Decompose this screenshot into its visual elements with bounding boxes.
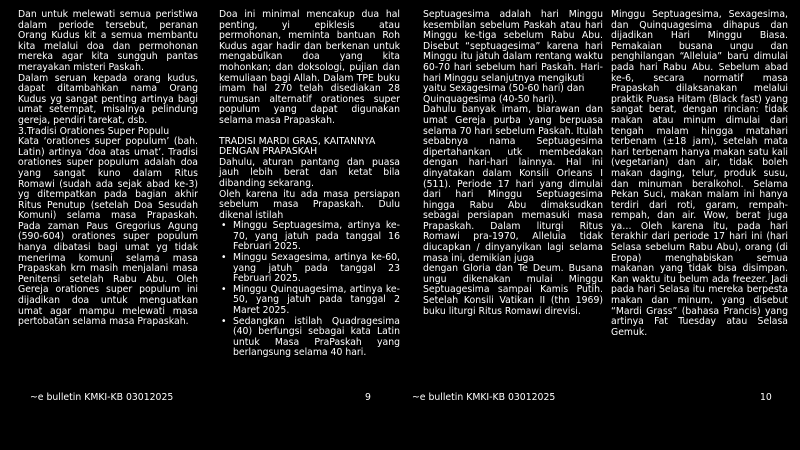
section-heading: TRADISI MARDI GRAS, KAITANNYA DENGAN PRAPASKAH — [219, 135, 376, 158]
paragraph: Doa ini minimal mencakup dua hal penting, yi epiklesis atau permohonan, meminta bantuan Roh Kudus agar hadir dan berkenan untuk mengabulkan doa yang kita mohonkan; dan doksologi, pujian dan kemuliaan bagi Allah. Dalam TPE buku imam hal 270 telah disediakan 28 rumusan alternatif orationes super populum yang dapat digunakan selama masa Prapaskah. — [219, 9, 400, 126]
paragraph: Dahulu banyak imam, biarawan dan umat Gereja purba yang berpuasa selama 70 hari sebelum Paskah. Itulah sebabnya nama Septuagesima dipertahankan utk membedakan dengan hari-hari lainnya. Hal ini dinyatakan dalam Konsili Orleans I (511). Periode 17 hari yang dimulai dari hari Minggu Septuagesima hingga Rabu Abu dimaksudkan sebagai persiapan memasuki masa Prapaskah. Dalam liturgi Ritus Romawi pra-1970, Alleluia tidak diucapkan / dinyanyikan lagi selama masa ini, demikian juga — [423, 104, 603, 264]
paragraph: Dahulu, aturan pantang dan puasa jauh lebih berat dan ketat bila dibanding sekarang. — [219, 156, 400, 189]
page-number-left: 9 — [365, 392, 371, 403]
paragraph: Septuagesima adalah hari Minggu kesembilan sebelum Paskah atau hari Minggu ke-tiga sebelum Rabu Abu. Disebut “septuagesima” karena hari Minggu itu jatuh dalam rentang waktu 60-70 hari sebelum hari Paskah. Hari-hari Minggu selanjutnya mengikuti — [423, 9, 603, 84]
paragraph: Dalam seruan kepada orang kudus, dapat ditambahkan nama Orang Kudus yg sangat penting artinya bagi umat setempat, misalnya pelindung gereja, pendiri tarekat, dsb. — [18, 72, 198, 126]
column-1 — [18, 10, 198, 328]
paragraph: Minggu Septuagesima, Sexagesima, dan Quinquagesima dihapus dan dijadikan Hari Minggu Biasa. Pemakaian busana ungu dan penghilangan “Alleluia” baru dimulai pada hari Rabu Abu. Sebelum abad ke-6, secara normatif masa Prapaskah dilaksanakan melalui praktik Puasa Hitam (Black fast) yang sangat berat, dengan rincian: tidak makan atau minum dimulai dari tengah malam hingga matahari terbenam (±18 jam), setelah mata hari terbenam hanya makan satu kali (vegetarian) dan air, tidak boleh makan daging, telur, produk susu, dan minuman beralkohol. Selama Pekan Suci, makan malam ini hanya terdiri dari roti, garam, rempah-rempah, dan air. Wow, berat juga ya… Oleh karena itu, pada hari terakhir dari periode 17 hari ini (hari Selasa sebelum Rabu Abu), orang (di Eropa) menghabiskan semua makanan yang tidak bisa disimpan. Kan waktu itu belum ada freezer. Jadi pada hari Selasa itu mereka berpesta makan dan minum, yang disebut “Mardi Grass” (bahasa Prancis) yang artinya Fat Tuesday atau Selasa Gemuk. — [611, 9, 788, 338]
paragraph: Kata ‘orationes super populum’ (bah. Latin) artinya ‘doa atas umat’. Tradisi orationes super populum adalah doa yang sangat kuno dalam Ritus Romawi (sudah ada sejak abad ke-3) yg ditempatkan pada bagian akhir Ritus Penutup (setelah Doa Sesudah Komuni) selama masa Prapaskah. Pada zaman Paus Gregorius Agung (590-604) orationes super populum hanya dibatasi bagi umat yg tidak menerima komuni selama masa Prapaskah krn masih menjalani masa Penitensi setelah Rabu Abu. Oleh Gereja orationes super populum ini dijadikan doa untuk menguatkan umat agar mampu melewati masa pertobatan selama masa Prapaskah. — [18, 136, 198, 328]
paragraph: Dan untuk melewati semua peristiwa dalam periode tersebut, peranan Orang Kudus kit a semua membantu kita melalui doa dan permohonan mereka agar kita sungguh pantas merayakan misteri Paskah. — [18, 9, 198, 73]
column-4 — [611, 10, 788, 338]
column-2 — [219, 10, 400, 359]
page-number-right: 10 — [760, 392, 772, 403]
paragraph: Oleh karena itu ada masa persiapan sebelum masa Prapaskah. Dulu dikenal istilah — [219, 188, 400, 221]
footer-left-label: ~e bulletin KMKI-KB 03012025 — [30, 392, 174, 403]
paragraph: dengan Gloria dan Te Deum. Busana ungu dikenakan mulai Minggu Septuagesima sampai Kamis Putih. Setelah Konsili Vatikan II (thn 1969) buku liturgi Ritus Romawi direvisi. — [423, 263, 603, 317]
paragraph: yaitu Sexagesima (50-60 hari) dan Quinquagesima (40-50 hari). — [423, 83, 585, 105]
list-item: • Minggu Septuagesima, artinya ke-70, yang jatuh pada tanggal 16 Februari 2025. — [233, 221, 400, 253]
bullet-list — [219, 221, 400, 359]
column-3 — [423, 10, 603, 317]
list-item: • Minggu Quinquagesima, artinya ke-50, yang jatuh pada tanggal 2 Maret 2025. — [233, 285, 400, 317]
list-item: • Sedangkan istilah Quadragesima (40) berfungsi sebagai kata Latin untuk Masa PraPaskah yang berlangsung selama 40 hari. — [233, 317, 400, 359]
section-heading: 3.Tradisi Orationes Super Populu — [18, 125, 170, 137]
footer-right-label: ~e bulletin KMKI-KB 03012025 — [412, 392, 556, 403]
list-item: • Minggu Sexagesima, artinya ke-60, yang jatuh pada tanggal 23 Februari 2025. — [233, 253, 400, 285]
